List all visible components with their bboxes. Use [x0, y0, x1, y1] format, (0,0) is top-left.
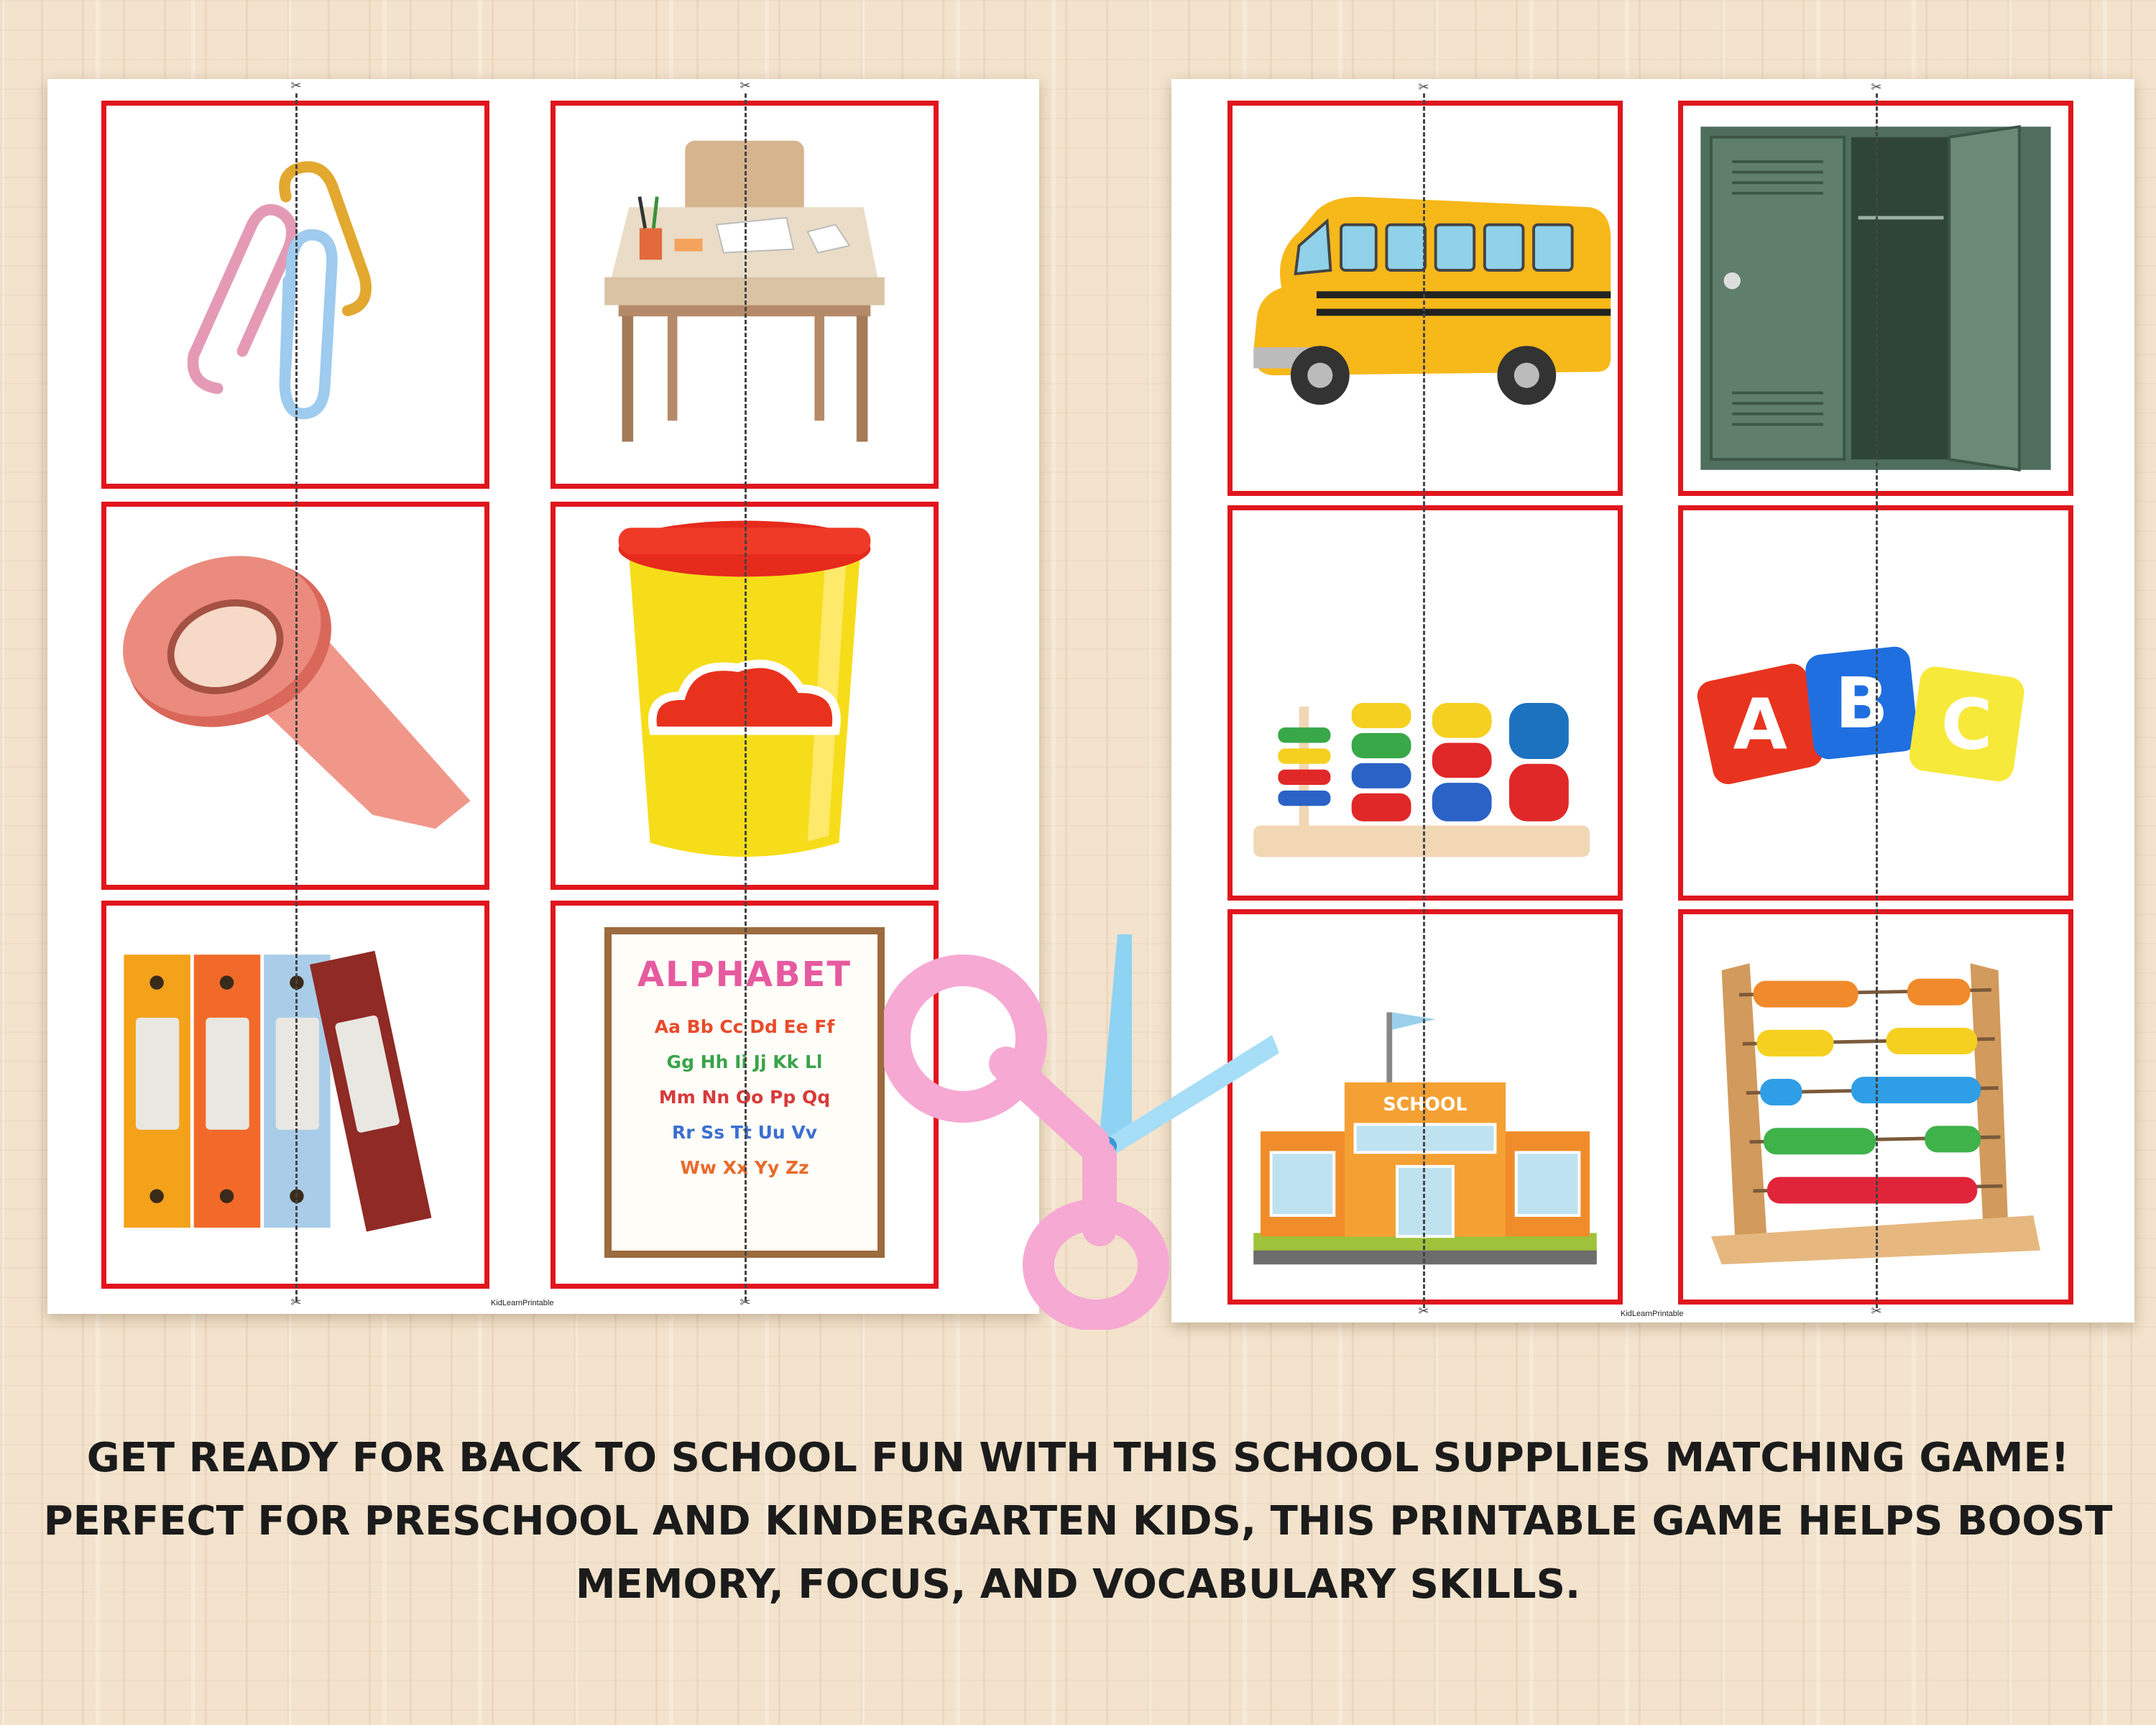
- stacking-toy-icon: [1233, 510, 1618, 896]
- scissor-mark-icon: ✂: [1418, 1304, 1429, 1319]
- caption-line: MEMORY, FOCUS, AND VOCABULARY SKILLS.: [575, 1561, 1581, 1608]
- poster-row: Mm Nn Oo Pp Qq: [658, 1087, 831, 1108]
- cut-line: [745, 93, 747, 1301]
- scissor-mark-icon: ✂: [290, 78, 302, 93]
- scissor-mark-icon: ✂: [1871, 80, 1882, 95]
- poster-row: Aa Bb Cc Dd Ee Ff: [654, 1016, 835, 1037]
- scissor-mark-icon: ✂: [1418, 80, 1429, 95]
- poster-title: ALPHABET: [637, 954, 852, 995]
- scissor-mark-icon: ✂: [290, 1295, 302, 1310]
- right-worksheet: [1171, 79, 2134, 1322]
- caption-line: PERFECT FOR PRESCHOOL AND KINDERGARTEN KIDS, THIS PRINTABLE GAME HELPS BOOST: [43, 1498, 2113, 1545]
- scissor-mark-icon: ✂: [740, 78, 751, 93]
- poster-row: Ww Xx Yy Zz: [680, 1157, 809, 1178]
- scissor-mark-icon: ✂: [740, 1295, 751, 1310]
- puzzle-letter: C: [1940, 684, 1993, 765]
- puzzle-letter: B: [1835, 663, 1889, 745]
- school-building-icon: [1233, 914, 1618, 1300]
- cut-line: [1876, 93, 1878, 1308]
- scissors-icon: [884, 927, 1286, 1330]
- card-school-bus[interactable]: [1227, 101, 1623, 496]
- caption-line: GET READY FOR BACK TO SCHOOL FUN WITH THIS SCHOOL SUPPLIES MATCHING GAME!: [86, 1435, 2070, 1481]
- brand-label: KidLearnPrintable: [491, 1299, 554, 1307]
- cut-line: [295, 93, 298, 1301]
- school-bus-icon: [1233, 106, 1618, 491]
- poster-row: Rr Ss Tt Uu Vv: [671, 1122, 818, 1143]
- poster-row: Gg Hh Ii Jj Kk Ll: [666, 1052, 823, 1072]
- puzzle-letter: A: [1733, 684, 1787, 765]
- caption: [43, 1427, 2113, 1616]
- brand-label: KidLearnPrintable: [1621, 1310, 1684, 1318]
- card-stacking-toy[interactable]: [1227, 505, 1623, 901]
- scissor-mark-icon: ✂: [1871, 1304, 1882, 1319]
- cut-line: [1423, 93, 1425, 1308]
- card-school-building[interactable]: [1227, 909, 1623, 1305]
- school-sign: SCHOOL: [1383, 1092, 1468, 1115]
